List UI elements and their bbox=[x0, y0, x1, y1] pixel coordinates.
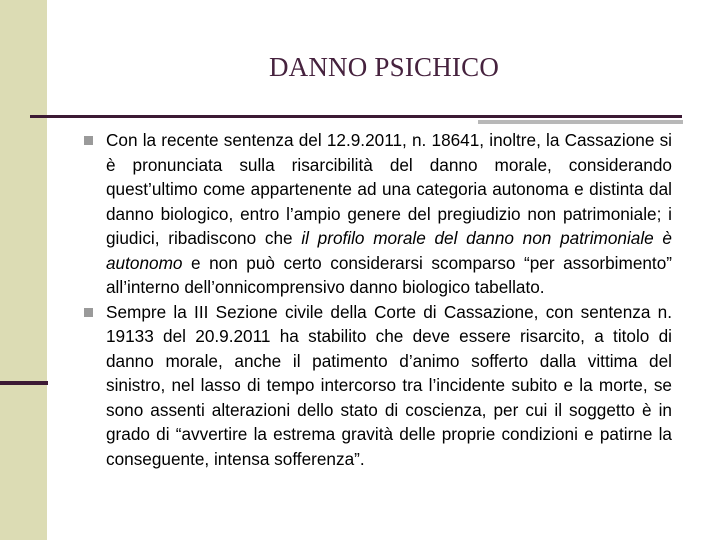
bullet-text-run: Con la recente sentenza del 12.9.2011, n. 18641, inoltre, la Cassazione si è pronunciata sulla risarcibilità del danno morale, considerando quest’ultimo come appartenente ad una categoria autonoma e distinta dal danno biologico, entro l’ampio genere del pregiudizio non patrimoniale; i giudici, ribadiscono che bbox=[106, 130, 672, 248]
left-band-divider bbox=[0, 381, 48, 385]
square-bullet-icon bbox=[84, 308, 93, 317]
bullet-list bbox=[84, 128, 672, 471]
bullet-text bbox=[106, 128, 672, 300]
square-bullet-icon bbox=[84, 136, 93, 145]
bullet-item bbox=[84, 128, 672, 300]
slide-title: DANNO PSICHICO bbox=[268, 52, 500, 82]
bullet-text-italic: il profilo morale del danno non patrimoniale è autonomo bbox=[106, 228, 672, 273]
title-divider bbox=[30, 115, 682, 118]
bullet-text: Sempre la III Sezione civile della Corte di Cassazione, con sentenza n. 19133 del 20.9.2011 ha stabilito che deve essere risarcito, a titolo di danno morale, anche il patimento d’animo sofferto dalla vittima del sinistro, nel lasso di tempo intercorso tra l’incidente subito e la morte, se sono assenti alterazioni dello stato di coscienza, per cui il soggetto è in grado di “avvertire la estrema gravità delle proprie condizioni e patirne la conseguente, intensa sofferenza”. bbox=[106, 301, 672, 469]
bullet-text-run: e non può certo considerarsi scomparso “per assorbimento” all’interno dell’onnicomprensivo danno biologico tabellato. bbox=[106, 252, 672, 297]
left-decorative-band bbox=[0, 0, 47, 540]
title-divider-accent bbox=[478, 120, 683, 124]
bullet-item bbox=[84, 300, 672, 472]
